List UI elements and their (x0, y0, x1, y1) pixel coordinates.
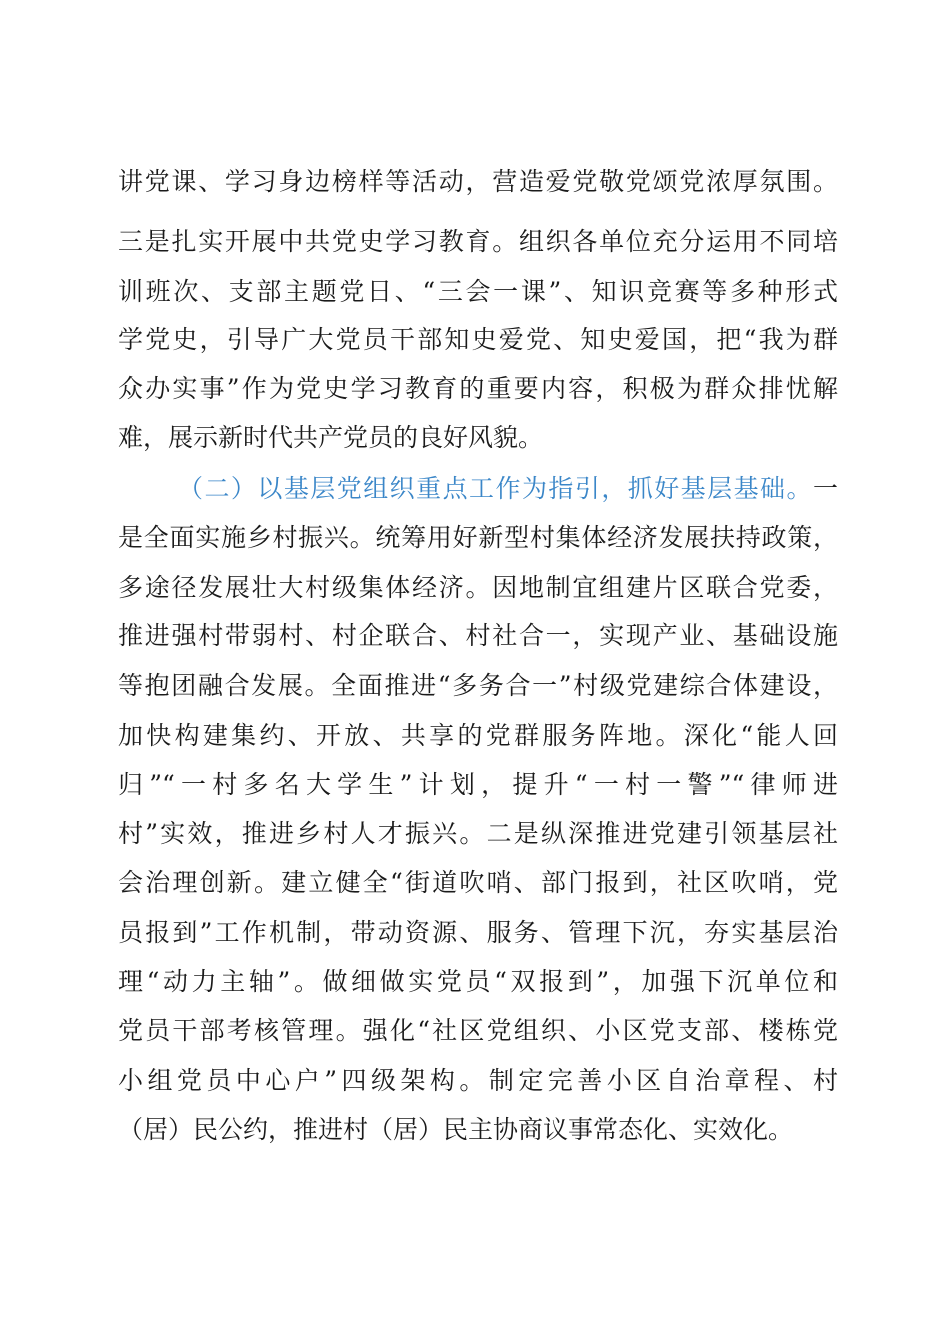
text-line: 难，展示新时代共产党员的良好风貌。 (118, 423, 544, 452)
section-heading: （二）以基层党组织重点工作为指引，抓好基层基础。 (178, 474, 813, 503)
text-line: 归”“一村多名大学生”计划，提升“一村一警”“律师进 (118, 770, 838, 799)
text-line: 是全面实施乡村振兴。统筹用好新型村集体经济发展扶持政策， (118, 523, 838, 552)
text-line: 村”实效，推进乡村人才振兴。二是纵深推进党建引领基层社 (118, 819, 838, 848)
text-line: 小组党员中心户”四级架构。制定完善小区自治章程、村 (118, 1066, 838, 1095)
text-line: 员报到”工作机制，带动资源、服务、管理下沉，夯实基层治 (118, 918, 838, 947)
section-heading-tail: 一 (812, 474, 838, 503)
text-line: 学党史，引导广大党员干部知史爱党、知史爱国，把“我为群 (118, 325, 838, 354)
text-line: 多途径发展壮大村级集体经济。因地制宜组建片区联合党委， (118, 573, 838, 602)
text-line: 党员干部考核管理。强化“社区党组织、小区党支部、楼栋党 (118, 1016, 838, 1045)
text-line: 众办实事”作为党史学习教育的重要内容，积极为群众排忧解 (118, 374, 838, 403)
text-line: 会治理创新。建立健全“街道吹哨、部门报到，社区吹哨，党 (118, 868, 838, 897)
text-line: 理“动力主轴”。做细做实党员“双报到”，加强下沉单位和 (118, 967, 838, 996)
text-line: 推进强村带弱村、村企联合、村社合一，实现产业、基础设施 (118, 621, 838, 650)
text-line: 加快构建集约、开放、共享的党群服务阵地。深化“能人回 (118, 721, 838, 750)
text-line: 讲党课、学习身边榜样等活动，营造爱党敬党颂党浓厚氛围。 (118, 167, 838, 196)
text-line: 等抱团融合发展。全面推进“多务合一”村级党建综合体建设， (118, 671, 838, 700)
section-heading-line (178, 469, 838, 509)
text-line: 三是扎实开展中共党史学习教育。组织各单位充分运用不同培 (118, 227, 838, 256)
text-line: （居）民公约，推进村（居）民主协商议事常态化、实效化。 (118, 1115, 794, 1144)
text-line: 训班次、支部主题党日、“三会一课”、知识竞赛等多种形式 (118, 277, 838, 306)
